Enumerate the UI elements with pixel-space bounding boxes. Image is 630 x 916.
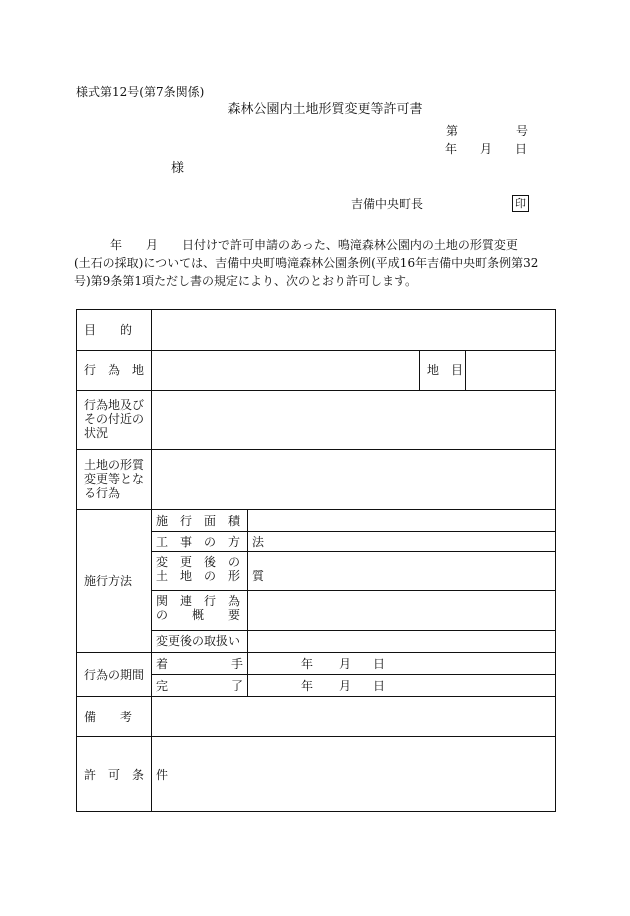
label-start-2: 手 — [231, 657, 244, 671]
issue-day: 日 — [515, 142, 528, 156]
label-remarks: 備 考 — [84, 710, 133, 724]
end-day: 日 — [373, 679, 386, 693]
label-change-acts: 土地の形質 変更等とな る行為 — [84, 458, 145, 500]
permit-table — [76, 309, 556, 812]
label-construction-method: 工 事 の 方 法 — [156, 535, 265, 549]
label-end: 完 — [156, 679, 169, 693]
end-year: 年 — [301, 679, 314, 693]
label-site: 行 為 地 — [84, 363, 145, 377]
label-end-2: 了 — [231, 679, 244, 693]
seal-mark: 印 — [512, 195, 529, 212]
issue-month: 月 — [480, 142, 493, 156]
number-prefix: 第 — [446, 124, 459, 138]
start-month: 月 — [339, 657, 352, 671]
label-start: 着 — [156, 657, 169, 671]
label-related-acts: 関 連 行 為 の 概 要 — [156, 594, 241, 622]
issuer-name: 吉備中央町長 — [351, 197, 424, 211]
label-handling-after-change: 変更後の取扱い — [156, 634, 241, 648]
start-day: 日 — [373, 657, 386, 671]
statement-line: 号)第9条第1項ただし書の規定により、次のとおり許可します。 — [74, 274, 417, 288]
statement-line: 年 月 日付けで許可申請のあった、鳴滝森林公園内の土地の形質変更 — [74, 238, 518, 252]
label-land-category: 地 目 — [427, 363, 464, 377]
label-land-after-change: 変 更 後 の 土 地 の 形 質 — [156, 555, 265, 583]
statement-line: (土石の採取)については、吉備中央町鳴滝森林公園条例(平成16年吉備中央町条例第32 — [74, 256, 539, 270]
form-number: 様式第12号(第7条関係) — [76, 85, 205, 99]
permission-statement — [74, 236, 556, 290]
addressee-suffix: 様 — [171, 161, 185, 176]
number-suffix: 号 — [516, 124, 529, 138]
label-conditions: 許 可 条 件 — [84, 768, 169, 782]
label-purpose: 目 的 — [84, 323, 133, 337]
document-title: 森林公園内土地形質変更等許可書 — [227, 102, 423, 117]
label-period: 行為の期間 — [84, 668, 145, 682]
end-month: 月 — [339, 679, 352, 693]
label-method: 施行方法 — [84, 574, 133, 588]
issue-year: 年 — [445, 142, 458, 156]
label-area: 施 行 面 積 — [156, 514, 241, 528]
label-site-condition: 行為地及び その付近の 状況 — [84, 398, 145, 440]
start-year: 年 — [301, 657, 314, 671]
